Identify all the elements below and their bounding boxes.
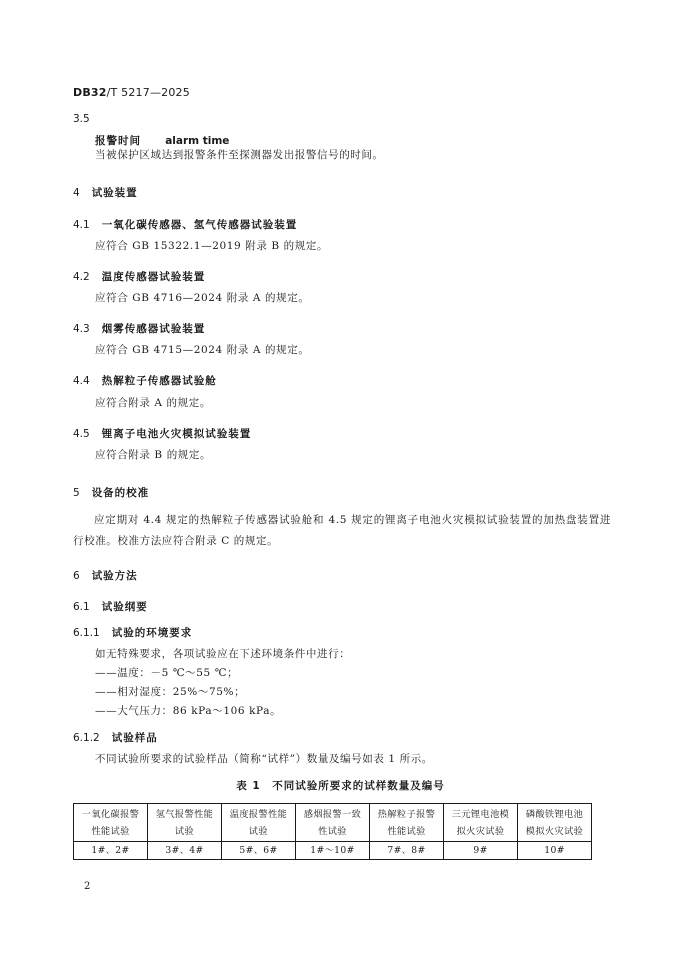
term-english: alarm time xyxy=(165,135,230,147)
table-cell: 5#、6# xyxy=(222,842,296,860)
clause-6-1-1-heading: 6.1.1 试验的环境要求 xyxy=(73,627,193,639)
clause-6-1-2-heading: 6.1.2 试验样品 xyxy=(73,732,158,744)
term-definition: 当被保护区域达到报警条件至探测器发出报警信号的时间。 xyxy=(95,149,384,161)
clause-4-2-text: 应符合 GB 4716—2024 附录 A 的规定。 xyxy=(95,292,310,304)
table-row xyxy=(74,842,592,860)
table-header-cell: 感烟报警一致 性试验 xyxy=(296,804,370,842)
clause-4-3-heading: 4.3 烟雾传感器试验装置 xyxy=(73,323,206,335)
section-6-heading: 6 试验方法 xyxy=(73,570,138,582)
environment-item-temperature: ——温度：－5 ℃～55 ℃； xyxy=(95,667,239,679)
environment-intro: 如无特殊要求，各项试验应在下述环境条件中进行： xyxy=(95,648,351,660)
table-header-cell: 氢气报警性能 试验 xyxy=(148,804,222,842)
term-entry xyxy=(95,129,229,148)
table-cell: 9# xyxy=(444,842,518,860)
clause-4-1-text: 应符合 GB 15322.1—2019 附录 B 的规定。 xyxy=(95,240,329,252)
page-number: 2 xyxy=(84,881,91,892)
table-header-cell: 热解粒子报警 性能试验 xyxy=(370,804,444,842)
table-header-cell: 一氧化碳报警 性能试验 xyxy=(74,804,148,842)
clause-4-5-heading: 4.5 锂离子电池火灾模拟试验装置 xyxy=(73,428,252,440)
table-1 xyxy=(73,803,592,860)
table-1-caption: 表 1 不同试验所要求的试样数量及编号 xyxy=(236,780,445,792)
section-4-heading: 4 试验装置 xyxy=(73,187,138,199)
table-cell: 7#、8# xyxy=(370,842,444,860)
section-5-heading: 5 设备的校准 xyxy=(73,487,150,499)
environment-item-humidity: ——相对湿度：25%～75%； xyxy=(95,686,246,698)
clause-4-3-text: 应符合 GB 4715—2024 附录 A 的规定。 xyxy=(95,344,310,356)
clause-4-2-heading: 4.2 温度传感器试验装置 xyxy=(73,271,206,283)
clause-6-1-heading: 6.1 试验纲要 xyxy=(73,601,148,613)
standard-header: DB32/T 5217—2025 xyxy=(73,86,190,99)
clause-4-4-heading: 4.4 热解粒子传感器试验舱 xyxy=(73,375,217,387)
section-5-paragraph: 应定期对 4.4 规定的热解粒子传感器试验舱和 4.5 规定的锂离子电池火灾模拟试验装置的加热盘装置进行校准。校准方法应符合附录 C 的规定。 xyxy=(73,514,611,547)
table-header-cell: 三元锂电池模 拟火灾试验 xyxy=(444,804,518,842)
table-header-row xyxy=(74,804,592,842)
table-cell: 10# xyxy=(518,842,592,860)
clause-number-3-5: 3.5 xyxy=(73,113,90,125)
clause-4-5-text: 应符合附录 B 的规定。 xyxy=(95,449,212,461)
table-cell: 3#、4# xyxy=(148,842,222,860)
clause-4-4-text: 应符合附录 A 的规定。 xyxy=(95,397,211,409)
samples-paragraph: 不同试验所要求的试验样品（简称“试样”）数量及编号如表 1 所示。 xyxy=(95,753,433,765)
table-cell: 1#、2# xyxy=(74,842,148,860)
table-header-cell: 磷酸铁锂电池 模拟火灾试验 xyxy=(518,804,592,842)
term-chinese: 报警时间 xyxy=(95,135,141,147)
table-cell: 1#～10# xyxy=(296,842,370,860)
environment-item-pressure: ——大气压力：86 kPa～106 kPa。 xyxy=(95,705,282,717)
table-header-cell: 温度报警性能 试验 xyxy=(222,804,296,842)
clause-4-1-heading: 4.1 一氧化碳传感器、氢气传感器试验装置 xyxy=(73,219,298,231)
